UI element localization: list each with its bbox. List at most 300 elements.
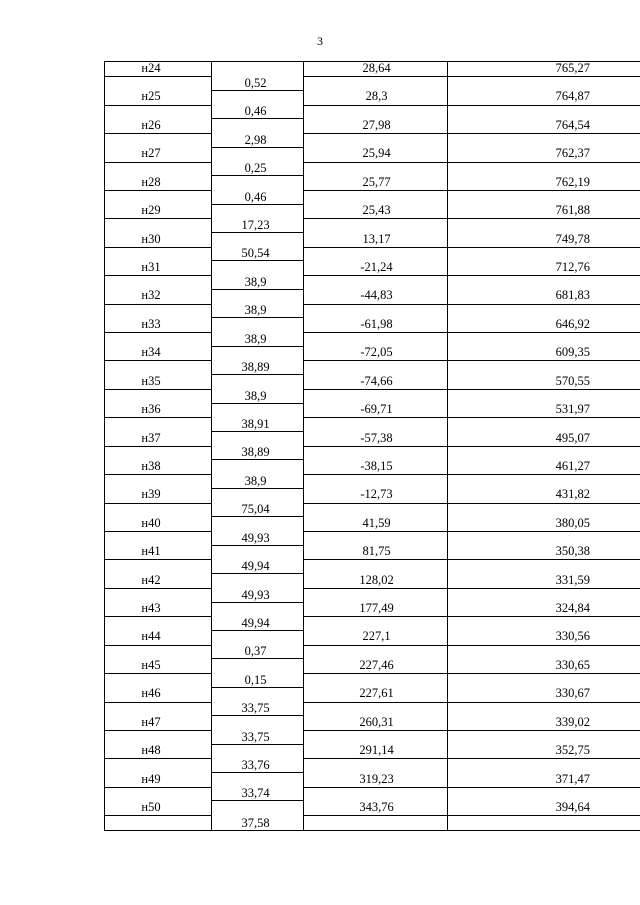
x-coordinate: 28,3 [365, 89, 388, 104]
distance-value: 33,74 [241, 786, 270, 801]
x-coordinate: 25,43 [362, 203, 391, 218]
empty-cell [304, 247, 448, 261]
y-coordinate-cell [448, 403, 640, 418]
empty-cell [448, 276, 640, 290]
empty-cell [448, 134, 640, 148]
y-coordinate: 380,05 [555, 515, 590, 530]
table-row [105, 261, 640, 276]
y-coordinate-cell [448, 630, 640, 645]
x-coordinate-cell [304, 62, 448, 77]
empty-cell [448, 77, 640, 91]
empty-cell [105, 304, 212, 318]
table-row [105, 545, 640, 560]
y-coordinate-cell [448, 147, 640, 162]
y-coordinate: 764,54 [555, 117, 590, 132]
distance-cell-spacer [212, 602, 304, 617]
y-coordinate: 712,76 [555, 259, 590, 274]
y-coordinate: 324,84 [555, 601, 590, 616]
empty-cell [105, 247, 212, 261]
distance-cell [212, 588, 304, 602]
distance-cell [212, 475, 304, 489]
distance-value: 49,93 [241, 530, 270, 545]
distance-value: 38,9 [244, 274, 267, 289]
x-coordinate-cell [304, 147, 448, 162]
table-row [105, 204, 640, 219]
y-coordinate: 609,35 [555, 345, 590, 360]
distance-cell-spacer [212, 375, 304, 390]
distance-value: 33,76 [241, 758, 270, 773]
x-coordinate-cell [304, 204, 448, 219]
distance-cell [212, 560, 304, 574]
point-name: н48 [141, 743, 161, 758]
y-coordinate: 331,59 [555, 572, 590, 587]
point-name-cell [105, 119, 212, 134]
point-name-cell [105, 744, 212, 759]
x-coordinate-cell [304, 375, 448, 390]
point-name: н47 [141, 714, 161, 729]
empty-cell [105, 503, 212, 517]
x-coordinate-cell [304, 119, 448, 134]
distance-value: 0,37 [244, 644, 267, 659]
coordinates-table [104, 61, 640, 831]
empty-cell [448, 787, 640, 801]
distance-cell [212, 361, 304, 375]
distance-value: 49,94 [241, 615, 270, 630]
empty-cell [448, 674, 640, 688]
distance-value: 38,9 [244, 303, 267, 318]
empty-cell [448, 418, 640, 432]
empty-cell [105, 361, 212, 375]
y-coordinate: 681,83 [555, 288, 590, 303]
distance-cell-spacer [212, 574, 304, 589]
x-coordinate-cell [304, 659, 448, 674]
distance-value: 0,15 [244, 672, 267, 687]
table-row-distance [105, 787, 640, 801]
point-name-cell [105, 545, 212, 560]
point-name: н32 [141, 288, 161, 303]
distance-value: 50,54 [241, 246, 270, 261]
y-coordinate-cell [448, 517, 640, 532]
y-coordinate-cell [448, 460, 640, 475]
x-coordinate-cell [304, 346, 448, 361]
point-name-cell [105, 630, 212, 645]
distance-cell-spacer [212, 630, 304, 645]
distance-value: 49,94 [241, 559, 270, 574]
empty-cell [448, 730, 640, 744]
point-name-cell [105, 318, 212, 333]
distance-cell [212, 531, 304, 545]
empty-cell [448, 560, 640, 574]
distance-value: 38,89 [241, 360, 270, 375]
x-coordinate: 25,77 [362, 174, 391, 189]
table-row [105, 289, 640, 304]
empty-cell [304, 560, 448, 574]
table-row [105, 233, 640, 248]
distance-value: 2,98 [244, 132, 267, 147]
distance-cell-spacer [212, 147, 304, 162]
x-coordinate: 260,31 [359, 714, 394, 729]
table-row [105, 630, 640, 645]
distance-cell-spacer [212, 460, 304, 475]
point-name: н46 [141, 686, 161, 701]
x-coordinate: 227,46 [359, 657, 394, 672]
y-coordinate: 762,19 [555, 174, 590, 189]
empty-cell [105, 759, 212, 773]
point-name: н49 [141, 771, 161, 786]
y-coordinate: 765,27 [555, 61, 590, 75]
x-coordinate: 27,98 [362, 117, 391, 132]
distance-cell [212, 617, 304, 631]
y-coordinate: 350,38 [555, 544, 590, 559]
y-coordinate-cell [448, 545, 640, 560]
x-coordinate-cell [304, 289, 448, 304]
distance-cell-spacer [212, 289, 304, 304]
y-coordinate-cell [448, 176, 640, 191]
point-name: н45 [141, 657, 161, 672]
point-name-cell [105, 261, 212, 276]
table-row [105, 432, 640, 447]
x-coordinate-cell [304, 460, 448, 475]
point-name: н38 [141, 458, 161, 473]
distance-value: 0,25 [244, 161, 267, 176]
table-row-distance [105, 105, 640, 119]
empty-cell [448, 247, 640, 261]
point-name: н36 [141, 402, 161, 417]
x-coordinate-cell [304, 716, 448, 731]
table-row [105, 176, 640, 191]
distance-value: 0,52 [244, 75, 267, 90]
empty-cell [448, 588, 640, 602]
x-coordinate: -69,71 [360, 402, 393, 417]
distance-cell [212, 503, 304, 517]
y-coordinate: 394,64 [555, 799, 590, 814]
x-coordinate-cell [304, 403, 448, 418]
distance-cell-spacer [212, 545, 304, 560]
distance-cell-spacer [212, 346, 304, 361]
table-row [105, 744, 640, 759]
x-coordinate: -57,38 [360, 430, 393, 445]
y-coordinate-cell [448, 574, 640, 589]
point-name: н31 [141, 259, 161, 274]
y-coordinate-cell [448, 432, 640, 447]
x-coordinate: 25,94 [362, 146, 391, 161]
empty-cell [105, 418, 212, 432]
point-name-cell [105, 147, 212, 162]
table-row-distance [105, 645, 640, 659]
empty-cell [304, 162, 448, 176]
empty-cell [105, 105, 212, 119]
table-row [105, 119, 640, 134]
empty-cell [448, 304, 640, 318]
x-coordinate: 128,02 [359, 572, 394, 587]
empty-cell [105, 588, 212, 602]
distance-cell [212, 645, 304, 659]
distance-value: 17,23 [241, 218, 270, 233]
point-name-cell [105, 375, 212, 390]
x-coordinate-cell [304, 545, 448, 560]
distance-cell-spacer [212, 659, 304, 674]
empty-cell [448, 190, 640, 204]
point-name-cell [105, 403, 212, 418]
distance-cell [212, 190, 304, 204]
point-name: н41 [141, 544, 161, 559]
empty-cell [448, 446, 640, 460]
table-row-distance [105, 162, 640, 176]
empty-cell [448, 702, 640, 716]
distance-cell [212, 730, 304, 744]
empty-cell [105, 162, 212, 176]
distance-cell [212, 219, 304, 233]
page-number: 3 [317, 34, 323, 48]
distance-cell-spacer [212, 687, 304, 702]
y-coordinate-cell [448, 659, 640, 674]
x-coordinate-cell [304, 517, 448, 532]
table-row-distance [105, 418, 640, 432]
x-coordinate: -61,98 [360, 316, 393, 331]
empty-cell [304, 105, 448, 119]
distance-cell [212, 247, 304, 261]
distance-cell-spacer [212, 517, 304, 532]
y-coordinate: 461,27 [555, 458, 590, 473]
y-coordinate: 764,87 [555, 89, 590, 104]
table-row [105, 687, 640, 702]
distance-cell-spacer [212, 119, 304, 134]
y-coordinate-cell [448, 773, 640, 788]
distance-cell-spacer [212, 801, 304, 816]
point-name: н37 [141, 430, 161, 445]
point-name: н39 [141, 487, 161, 502]
point-name: н34 [141, 345, 161, 360]
distance-cell [212, 418, 304, 432]
point-name-cell [105, 716, 212, 731]
x-coordinate: 227,61 [359, 686, 394, 701]
table-row-distance [105, 702, 640, 716]
empty-cell [105, 816, 212, 831]
distance-cell-spacer [212, 62, 304, 77]
y-coordinate: 495,07 [555, 430, 590, 445]
empty-cell [448, 162, 640, 176]
point-name: н50 [141, 799, 161, 814]
distance-cell [212, 759, 304, 773]
distance-value: 37,58 [241, 816, 270, 830]
point-name: н29 [141, 203, 161, 218]
distance-cell-spacer [212, 488, 304, 503]
distance-cell-spacer [212, 261, 304, 276]
point-name-cell [105, 687, 212, 702]
empty-cell [304, 588, 448, 602]
x-coordinate-cell [304, 233, 448, 248]
y-coordinate: 749,78 [555, 231, 590, 246]
x-coordinate: 319,23 [359, 771, 394, 786]
table-row-distance [105, 503, 640, 517]
table-row-distance [105, 361, 640, 375]
distance-value: 38,9 [244, 388, 267, 403]
y-coordinate: 761,88 [555, 203, 590, 218]
x-coordinate: 227,1 [362, 629, 391, 644]
table-row-distance [105, 247, 640, 261]
table-row [105, 488, 640, 503]
distance-cell [212, 77, 304, 91]
empty-cell [304, 418, 448, 432]
distance-cell [212, 389, 304, 403]
point-name-cell [105, 488, 212, 503]
empty-cell [304, 304, 448, 318]
point-name-cell [105, 204, 212, 219]
y-coordinate: 330,67 [555, 686, 590, 701]
point-name-cell [105, 460, 212, 475]
y-coordinate-cell [448, 233, 640, 248]
x-coordinate-cell [304, 176, 448, 191]
empty-cell [304, 702, 448, 716]
empty-cell [304, 645, 448, 659]
x-coordinate-cell [304, 261, 448, 276]
x-coordinate-cell [304, 318, 448, 333]
table-row [105, 90, 640, 105]
empty-cell [304, 219, 448, 233]
y-coordinate: 371,47 [555, 771, 590, 786]
empty-cell [105, 446, 212, 460]
distance-value: 38,9 [244, 331, 267, 346]
empty-cell [304, 503, 448, 517]
point-name-cell [105, 90, 212, 105]
distance-cell [212, 134, 304, 148]
y-coordinate-cell [448, 204, 640, 219]
y-coordinate-cell [448, 318, 640, 333]
y-coordinate: 330,56 [555, 629, 590, 644]
x-coordinate: -21,24 [360, 259, 393, 274]
y-coordinate: 646,92 [555, 316, 590, 331]
empty-cell [105, 787, 212, 801]
empty-cell [105, 560, 212, 574]
point-name: н35 [141, 373, 161, 388]
empty-cell [304, 446, 448, 460]
x-coordinate-cell [304, 574, 448, 589]
point-name: н28 [141, 174, 161, 189]
x-coordinate-cell [304, 801, 448, 816]
distance-cell [212, 276, 304, 290]
x-coordinate-cell [304, 432, 448, 447]
y-coordinate: 431,82 [555, 487, 590, 502]
point-name-cell [105, 233, 212, 248]
y-coordinate: 570,55 [555, 373, 590, 388]
empty-cell [304, 361, 448, 375]
table-row [105, 773, 640, 788]
y-coordinate-cell [448, 716, 640, 731]
empty-cell [105, 645, 212, 659]
table-row [105, 346, 640, 361]
point-name-cell [105, 801, 212, 816]
y-coordinate: 330,65 [555, 657, 590, 672]
point-name: н43 [141, 601, 161, 616]
x-coordinate: 177,49 [359, 601, 394, 616]
point-name-cell [105, 346, 212, 361]
point-name: н42 [141, 572, 161, 587]
distance-cell-spacer [212, 403, 304, 418]
point-name-cell [105, 176, 212, 191]
distance-value: 0,46 [244, 104, 267, 119]
x-coordinate: 291,14 [359, 743, 394, 758]
distance-cell [212, 333, 304, 347]
table-row [105, 460, 640, 475]
y-coordinate-cell [448, 488, 640, 503]
table-row-distance [105, 304, 640, 318]
table-row [105, 659, 640, 674]
distance-cell [212, 674, 304, 688]
distance-cell-spacer [212, 744, 304, 759]
point-name: н24 [141, 61, 161, 75]
x-coordinate: -38,15 [360, 458, 393, 473]
y-coordinate: 531,97 [555, 402, 590, 417]
point-name: н44 [141, 629, 161, 644]
x-coordinate-cell [304, 773, 448, 788]
x-coordinate-cell [304, 630, 448, 645]
x-coordinate-cell [304, 488, 448, 503]
empty-cell [448, 645, 640, 659]
point-name-cell [105, 289, 212, 304]
point-name-cell [105, 517, 212, 532]
distance-value: 38,91 [241, 417, 270, 431]
y-coordinate-cell [448, 119, 640, 134]
y-coordinate-cell [448, 289, 640, 304]
distance-cell [212, 162, 304, 176]
x-coordinate: 13,17 [362, 231, 391, 246]
table-row-distance [105, 588, 640, 602]
x-coordinate-cell [304, 602, 448, 617]
y-coordinate-cell [448, 744, 640, 759]
empty-cell [448, 361, 640, 375]
point-name-cell [105, 773, 212, 788]
y-coordinate: 762,37 [555, 146, 590, 161]
table-row [105, 716, 640, 731]
distance-cell-spacer [212, 176, 304, 191]
x-coordinate: 81,75 [362, 544, 391, 559]
distance-value: 38,89 [241, 445, 270, 460]
y-coordinate-cell [448, 687, 640, 702]
table-row-distance [105, 560, 640, 574]
distance-value: 0,46 [244, 189, 267, 204]
x-coordinate: 41,59 [362, 515, 391, 530]
point-name-cell [105, 602, 212, 617]
table-row-distance [105, 219, 640, 233]
distance-value: 38,9 [244, 473, 267, 488]
distance-cell-spacer [212, 432, 304, 447]
point-name: н33 [141, 316, 161, 331]
y-coordinate-cell [448, 346, 640, 361]
distance-value: 49,93 [241, 587, 270, 602]
point-name: н26 [141, 117, 161, 132]
distance-value: 33,75 [241, 729, 270, 744]
empty-cell [448, 531, 640, 545]
point-name: н27 [141, 146, 161, 161]
table-row [105, 602, 640, 617]
x-coordinate-cell [304, 744, 448, 759]
empty-cell [448, 816, 640, 831]
x-coordinate: 28,64 [362, 61, 391, 75]
table-row [105, 62, 640, 77]
table-row-distance [105, 446, 640, 460]
empty-cell [448, 617, 640, 631]
distance-cell-spacer [212, 90, 304, 105]
distance-value: 75,04 [241, 502, 270, 517]
point-name-cell [105, 659, 212, 674]
table-row [105, 375, 640, 390]
y-coordinate-cell [448, 261, 640, 276]
y-coordinate-cell [448, 602, 640, 617]
distance-cell [212, 816, 304, 831]
table-row [105, 574, 640, 589]
point-name-cell [105, 574, 212, 589]
y-coordinate: 352,75 [555, 743, 590, 758]
